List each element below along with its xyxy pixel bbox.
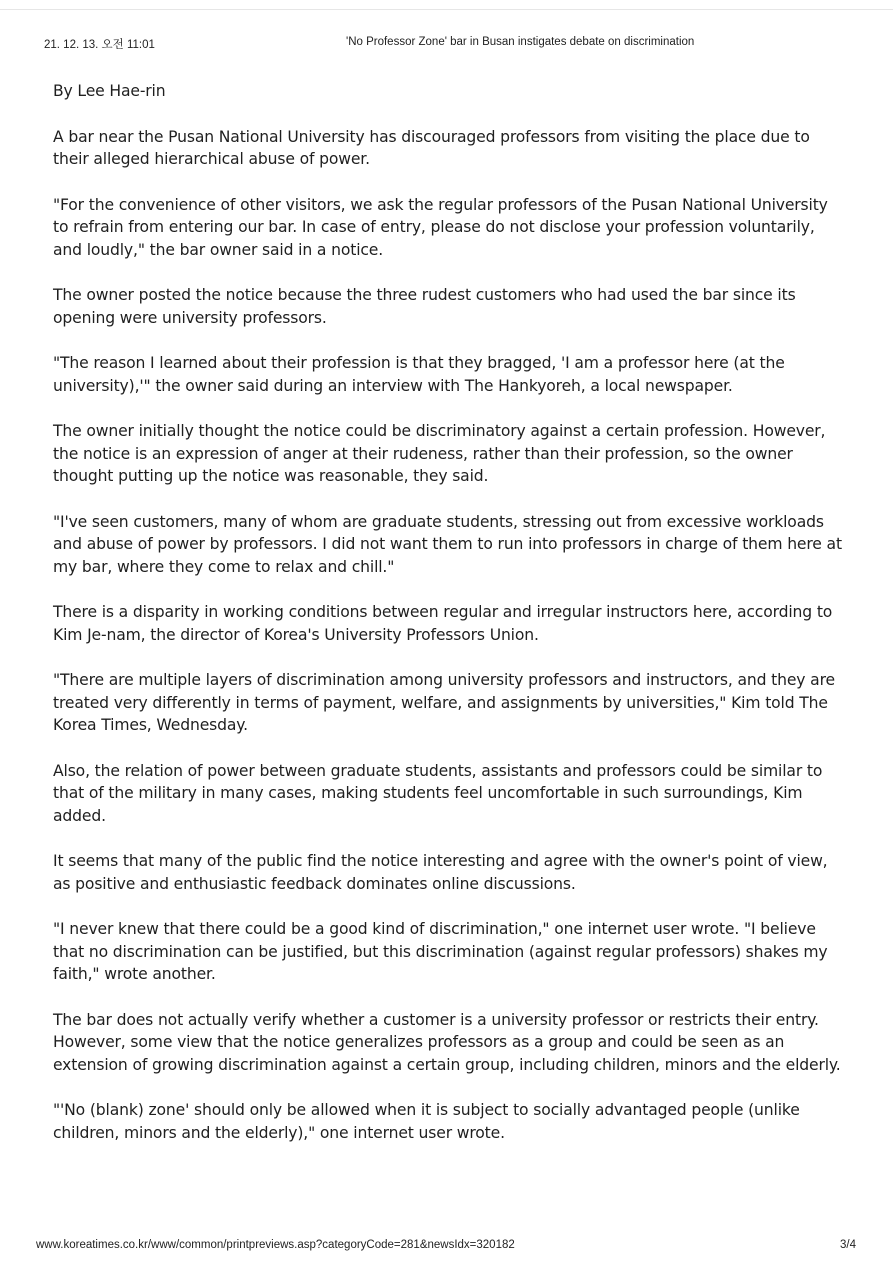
paragraph-12: The bar does not actually verify whether a customer is a university professor or restricts their entry. However, some view that the notice generalizes professors as a group and could be seen as an extension of growing discrimination against a certain group, including children, minors and the elderly. <box>53 1010 841 1074</box>
print-datetime: 21. 12. 13. 오전 11:01 <box>44 39 155 51</box>
paragraph-10: It seems that many of the public find the notice interesting and agree with the owner's point of view, as positive and enthusiastic feedback dominates online discussions. <box>53 852 828 893</box>
paragraph-4: "The reason I learned about their profession is that they bragged, 'I am a professor here (at the university),'" the owner said during an interview with The Hankyoreh, a local newspaper. <box>53 354 785 395</box>
paragraph-5: The owner initially thought the notice could be discriminatory against a certain profession. However, the notice is an expression of anger at their rudeness, rather than their profession, so the owner thought putting up the notice was reasonable, they said. <box>53 422 826 485</box>
article-body <box>53 80 845 1167</box>
paragraph-7: There is a disparity in working conditions between regular and irregular instructors here, according to Kim Je-nam, the director of Korea's University Professors Union. <box>53 603 833 644</box>
paragraph-3: The owner posted the notice because the three rudest customers who had used the bar since its opening were university professors. <box>53 286 796 327</box>
byline: By Lee Hae-rin <box>53 82 166 100</box>
paragraph-9: Also, the relation of power between graduate students, assistants and professors could be similar to that of the military in many cases, making students feel uncomfortable in such surroundings, Kim added. <box>53 761 823 825</box>
paragraph-8: "There are multiple layers of discrimination among university professors and instructors, and they are treated very differently in terms of payment, welfare, and assignments by universities," Kim told The Korea Times, Wednesday. <box>53 671 835 734</box>
paragraph-2: "For the convenience of other visitors, we ask the regular professors of the Pusan National University to refrain from entering our bar. In case of entry, please do not disclose your profession voluntarily, and loudly," the bar owner said in a notice. <box>53 195 828 259</box>
print-page-title: 'No Professor Zone' bar in Busan instigates debate on discrimination <box>346 36 695 48</box>
paragraph-11: "I never knew that there could be a good kind of discrimination," one internet user wrote. "I believe that no discrimination can be justified, but this discrimination (against regular professors) shakes my faith," wrote another. <box>53 920 828 983</box>
print-header <box>44 36 864 52</box>
page-number: 3/4 <box>840 1239 856 1251</box>
top-divider <box>0 9 893 10</box>
paragraph-6: "I've seen customers, many of whom are graduate students, stressing out from excessive workloads and abuse of power by professors. I did not want them to run into professors in charge of them here at my bar, where they come to relax and chill." <box>53 512 842 576</box>
paragraph-13: "'No (blank) zone' should only be allowed when it is subject to socially advantaged people (unlike children, minors and the elderly)," one internet user wrote. <box>53 1101 800 1142</box>
print-footer <box>36 1239 856 1255</box>
paragraph-1: A bar near the Pusan National University has discouraged professors from visiting the place due to their alleged hierarchical abuse of power. <box>53 127 810 168</box>
page-url: www.koreatimes.co.kr/www/common/printpreviews.asp?categoryCode=281&newsIdx=320182 <box>36 1239 515 1251</box>
